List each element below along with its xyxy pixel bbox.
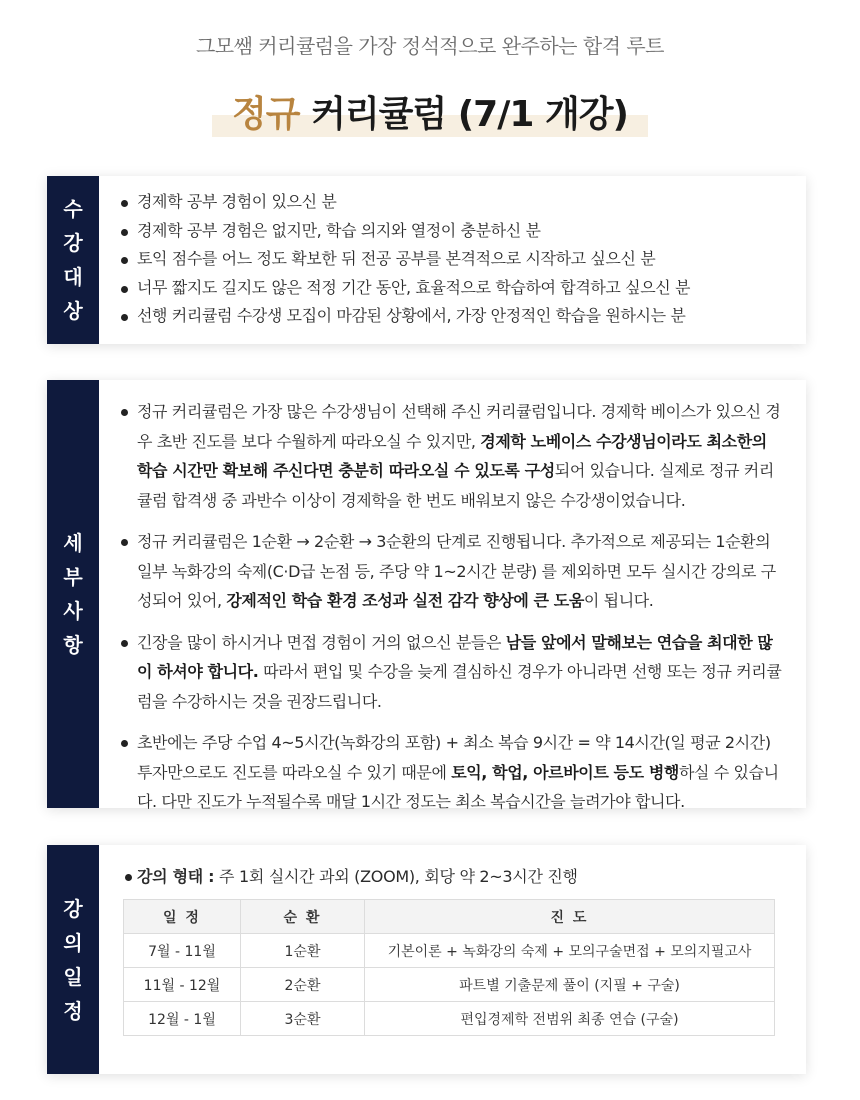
table-cell: 1순환 <box>241 934 365 968</box>
bold-run: 경제학 노베이스 수강생님이라도 최소한의 학습 시간만 확보해 주신다면 충분히 따라오실 수 있도록 구성 <box>137 431 767 480</box>
list-item: 토익 점수를 어느 정도 확보한 뒤 전공 공부를 본격적으로 시작하고 싶으신 분 <box>119 245 786 274</box>
table-cell: 7월 - 11월 <box>124 934 241 968</box>
text-run: 따라서 편입 및 수강을 늦게 결심하신 경우가 아니라면 선행 또는 정규 커리큘럼을 수강하시는 것을 권장드립니다. <box>137 662 782 711</box>
details-card <box>47 380 806 811</box>
label-char: 항 <box>63 633 83 657</box>
table-cell: 11월 - 12월 <box>124 968 241 1002</box>
list-item <box>119 397 786 515</box>
table-cell: 편입경제학 전범위 최종 연습 (구술) <box>365 1002 775 1036</box>
label-char: 사 <box>63 599 83 623</box>
text-run: 정규 커리큘럼은 가장 많은 수강생님이 선택해 주신 커리큘럼입니다. 경제학 베이스가 있으신 경우 초반 진도를 보다 수월하게 따라오실 수 있지만, <box>137 402 781 451</box>
table-row <box>124 934 775 968</box>
column-header-progress: 진 도 <box>365 900 775 934</box>
label-char: 상 <box>63 299 83 323</box>
target-audience-label <box>47 176 99 344</box>
label-char: 강 <box>63 231 83 255</box>
page-title-wrap <box>0 86 860 137</box>
title-accent: 정규 <box>232 94 300 135</box>
list-item <box>119 728 786 817</box>
page-subtitle: 그모쌤 커리큘럼을 가장 정석적으로 완주하는 합격 루트 <box>195 34 664 58</box>
bold-run: 강제적인 학습 환경 조성과 실전 감각 향상에 큰 도움 <box>226 591 584 610</box>
column-header-period: 일 정 <box>124 900 241 934</box>
table-header-row <box>124 900 775 934</box>
label-char: 대 <box>63 265 83 289</box>
target-audience-card <box>47 176 806 344</box>
schedule-body <box>99 845 806 1074</box>
text-run: 긴장을 많이 하시거나 면접 경험이 거의 없으신 분들은 <box>137 632 506 652</box>
list-item: 너무 짧지도 길지도 않은 적정 기간 동안, 효율적으로 학습하여 합격하고 싶으신 분 <box>119 274 786 303</box>
text-run: 되어 있습니다. 실제로 정규 커리큘럼 합격생 중 과반수 이상이 경제학을 한 번도 배워보지 않은 수강생이었습니다. <box>137 461 774 510</box>
title-rest: 커리큘럼 (7/1 개강) <box>299 94 628 135</box>
list-item: 경제학 공부 경험이 있으신 분 <box>119 188 786 217</box>
label-char: 부 <box>63 565 83 589</box>
text-run: 이 됩니다. <box>583 591 654 610</box>
table-row <box>124 1002 775 1036</box>
table-cell: 파트별 기출문제 풀이 (지필 + 구술) <box>365 968 775 1002</box>
label-char: 강 <box>63 896 83 921</box>
column-header-cycle: 순 환 <box>241 900 365 934</box>
list-item: 경제학 공부 경험은 없지만, 학습 의지와 열정이 충분하신 분 <box>119 217 786 246</box>
schedule-card <box>47 845 806 1074</box>
label-char: 세 <box>63 531 83 555</box>
text-run: 초반에는 주당 수업 4~5시간(녹화강의 포함) + 최소 복습 9시간 = 약 14시간(일 평균 2시간) 투자만으로도 진도를 따라오실 수 있기 때문에 <box>137 733 771 782</box>
lecture-format <box>119 865 786 889</box>
table-cell: 3순환 <box>241 1002 365 1036</box>
table-cell: 기본이론 + 녹화강의 숙제 + 모의구술면접 + 모의지필고사 <box>365 934 775 968</box>
bold-run: 토익, 학업, 아르바이트 등도 병행 <box>451 762 679 782</box>
target-audience-list <box>119 188 786 331</box>
details-list <box>119 397 786 817</box>
page-title <box>212 86 648 137</box>
label-char: 정 <box>63 998 83 1023</box>
target-audience-body <box>99 176 806 344</box>
lecture-format-text: 주 1회 실시간 과외 (ZOOM), 회당 약 2~3시간 진행 <box>214 867 578 886</box>
table-cell: 2순환 <box>241 968 365 1002</box>
table-row <box>124 968 775 1002</box>
details-body <box>99 380 806 811</box>
label-char: 수 <box>63 197 83 221</box>
schedule-label <box>47 845 99 1074</box>
lecture-format-label: 강의 형태 : <box>137 867 215 886</box>
bold-run: 남들 앞에서 말해보는 연습을 최대한 많이 하셔야 합니다. <box>137 632 773 681</box>
text-run: 하실 수 있습니다. 다만 진도가 누적될수록 매달 1시간 정도는 최소 복습시간을 늘려가야 합니다. <box>137 762 779 811</box>
label-char: 의 <box>63 930 83 955</box>
list-item <box>119 628 786 717</box>
label-char: 일 <box>63 964 83 989</box>
list-item <box>119 527 786 616</box>
details-label <box>47 380 99 808</box>
list-item: 선행 커리큘럼 수강생 모집이 마감된 상황에서, 가장 안정적인 학습을 원하시는 분 <box>119 302 786 331</box>
text-run: 정규 커리큘럼은 1순환 → 2순환 → 3순환의 단계로 진행됩니다. 추가적으로 제공되는 1순환의 일부 녹화강의 숙제(C·D급 논점 등, 주당 약 1~2시간 분량) 를 제외하면 모두 실시간 강의로 구성되어 있어, <box>137 532 776 610</box>
schedule-table <box>123 899 775 1036</box>
table-cell: 12월 - 1월 <box>124 1002 241 1036</box>
